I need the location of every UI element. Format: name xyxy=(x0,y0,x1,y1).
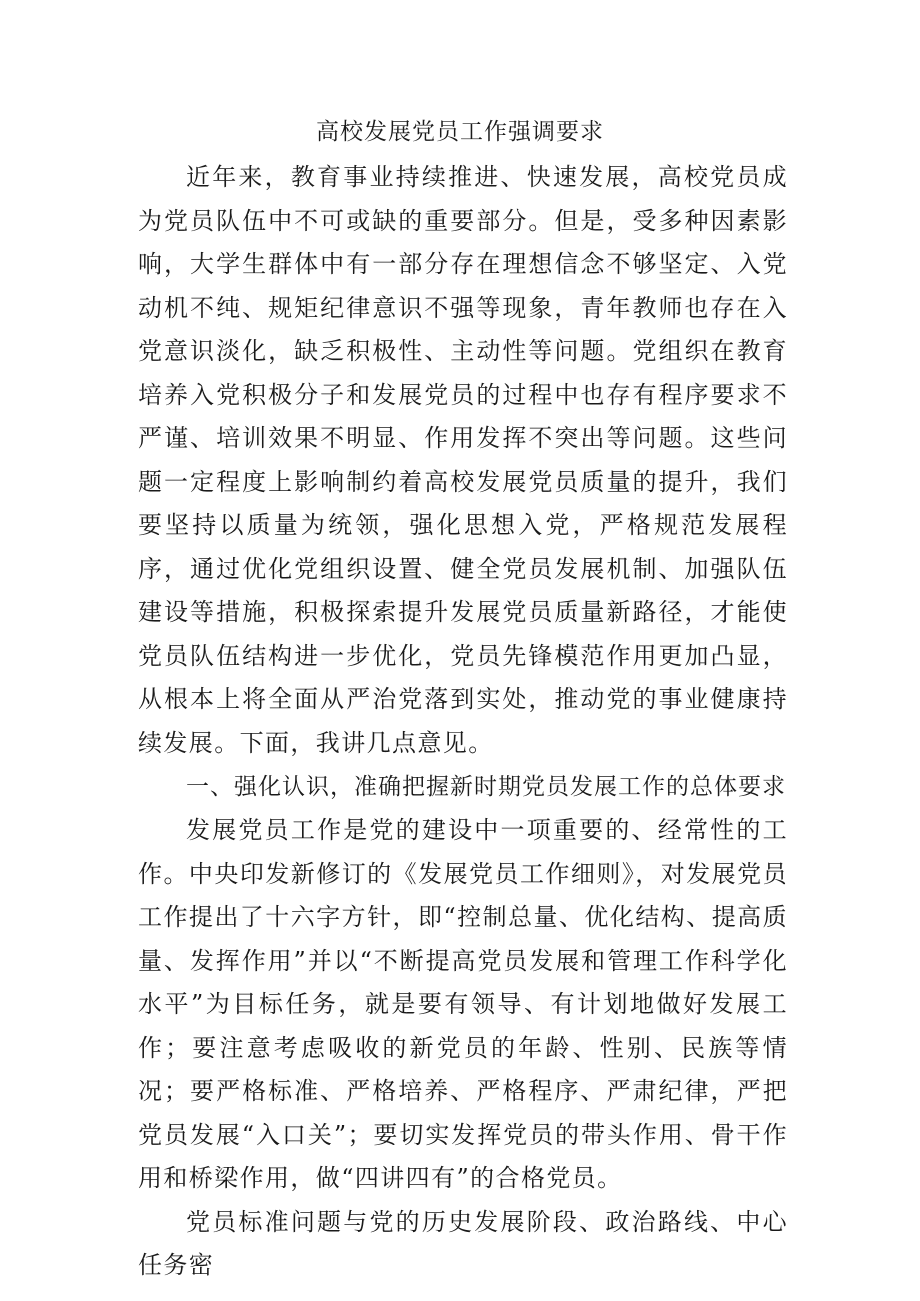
intro-paragraph: 近年来，教育事业持续推进、快速发展，高校党员成为党员队伍中不可或缺的重要部分。但是，受多种因素影响，大学生群体中有一部分存在理想信念不够坚定、入党动机不纯、规矩纪律意识不强等现象，青年教师也存在入党意识淡化，缺乏积极性、主动性等问题。党组织在教育培养入党积极分子和发展党员的过程中也存有程序要求不严谨、培训效果不明显、作用发挥不突出等问题。这些问题一定程度上影响制约着高校发展党员质量的提升，我们要坚持以质量为统领，强化思想入党，严格规范发展程序，通过优化党组织设置、健全党员发展机制、加强队伍建设等措施，积极探索提升发展党员质量新路径，才能使党员队伍结构进一步优化，党员先锋模范作用更加凸显，从根本上将全面从严治党落到实处，推动党的事业健康持续发展。下面，我讲几点意见。 xyxy=(138,163,788,757)
document-body xyxy=(138,156,788,1288)
section-paragraph: 发展党员工作是党的建设中一项重要的、经常性的工作。中央印发新修订的《发展党员工作细则》，对发展党员工作提出了十六字方针，即“控制总量、优化结构、提高质量、发挥作用”并以“不断提高党员发展和管理工作科学化水平”为目标任务，就是要有领导、有计划地做好发展工作；要注意考虑吸收的新党员的年龄、性别、民族等情况；要严格标准、严格培养、严格程序、严肃纪律，严把党员发展“入口关”；要切实发挥党员的带头作用、骨干作用和桥梁作用，做“四讲四有”的合格党员。 xyxy=(138,816,788,1192)
section-paragraph: 党员标准问题与党的历史发展阶段、政治路线、中心任务密 xyxy=(138,1207,788,1279)
section-heading: 一、强化认识，准确把握新时期党员发展工作的总体要求 xyxy=(186,774,786,800)
document-title: 高校发展党员工作强调要求 xyxy=(316,119,604,145)
